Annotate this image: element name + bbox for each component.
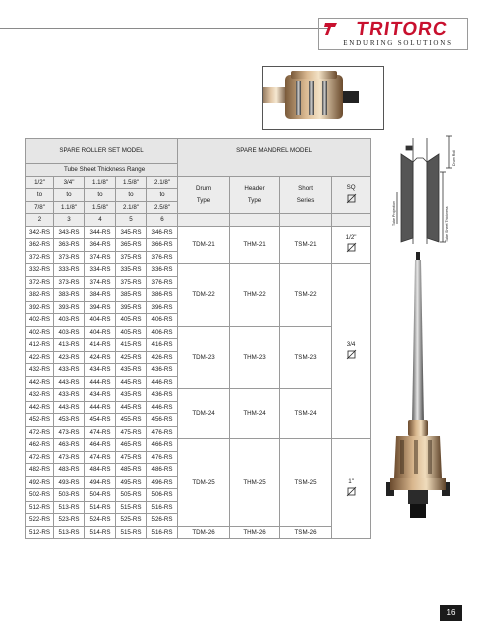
roller-set-model-cell: 384-RS <box>85 289 116 302</box>
roller-set-model-cell: 434-RS <box>85 389 116 402</box>
drum-type-cell: TDM-26 <box>178 526 230 539</box>
thickness-to: 2.5/8" <box>147 201 178 214</box>
roller-set-model-cell: 342-RS <box>26 226 54 239</box>
roller-set-model-cell: 522-RS <box>26 514 54 527</box>
roller-set-model-cell: 346-RS <box>147 226 178 239</box>
roller-set-model-cell: 463-RS <box>54 439 85 452</box>
roller-set-model-cell: 473-RS <box>54 426 85 439</box>
roller-set-model-cell: 513-RS <box>54 501 85 514</box>
roller-set-model-cell: 332-RS <box>26 264 54 277</box>
roller-set-model-cell: 366-RS <box>147 239 178 252</box>
roller-set-model-cell: 375-RS <box>116 276 147 289</box>
header-type-cell: THM-21 <box>230 226 280 264</box>
square-drive-size: 1" <box>348 478 354 485</box>
roller-set-model-cell: 385-RS <box>116 289 147 302</box>
header-type-cell: THM-25 <box>230 439 280 527</box>
roller-set-model-cell: 433-RS <box>54 389 85 402</box>
short-series-cell: TSM-26 <box>280 526 332 539</box>
thickness-from: 2.1/8" <box>147 176 178 189</box>
spare-parts-table <box>25 138 371 539</box>
roller-set-model-cell: 396-RS <box>147 301 178 314</box>
roller-set-model-cell: 473-RS <box>54 451 85 464</box>
drum-roll-label: Drum Roll <box>452 150 456 166</box>
roller-set-model-cell: 376-RS <box>147 251 178 264</box>
roller-set-model-cell: 376-RS <box>147 276 178 289</box>
to-label: to <box>147 189 178 202</box>
roller-set-model-cell: 496-RS <box>147 476 178 489</box>
roller-set-model-cell: 495-RS <box>116 476 147 489</box>
roller-set-model-cell: 506-RS <box>147 489 178 502</box>
roller-set-model-cell: 444-RS <box>85 376 116 389</box>
thickness-from: 3/4" <box>54 176 85 189</box>
roller-set-model-cell: 454-RS <box>85 414 116 427</box>
short-label-line1: Short <box>298 184 313 192</box>
roller-set-model-cell: 436-RS <box>147 389 178 402</box>
roller-set-header: SPARE ROLLER SET MODEL <box>26 139 178 164</box>
brand-tagline: ENDURING SOLUTIONS <box>343 39 453 47</box>
roller-set-model-cell: 483-RS <box>54 464 85 477</box>
header-label-line1: Header <box>244 184 265 192</box>
thickness-to: 7/8" <box>26 201 54 214</box>
roller-set-model-cell: 474-RS <box>85 426 116 439</box>
roller-set-model-cell: 472-RS <box>26 426 54 439</box>
roller-set-model-cell: 373-RS <box>54 251 85 264</box>
roller-set-model-cell: 382-RS <box>26 289 54 302</box>
short-series-cell: TSM-24 <box>280 389 332 439</box>
table-row <box>26 526 371 539</box>
thickness-from: 1.5/8" <box>116 176 147 189</box>
roller-set-model-cell: 516-RS <box>147 526 178 539</box>
roller-set-model-cell: 452-RS <box>26 414 54 427</box>
table-row <box>26 226 371 239</box>
roller-set-model-cell: 405-RS <box>116 326 147 339</box>
roller-set-model-cell: 423-RS <box>54 351 85 364</box>
roller-set-model-cell: 514-RS <box>85 526 116 539</box>
roller-set-model-cell: 474-RS <box>85 451 116 464</box>
roller-set-model-cell: 436-RS <box>147 364 178 377</box>
roller-set-model-cell: 514-RS <box>85 501 116 514</box>
roller-set-model-cell: 435-RS <box>116 364 147 377</box>
roller-set-model-cell: 466-RS <box>147 439 178 452</box>
header-type-cell: THM-26 <box>230 526 280 539</box>
sq-header <box>332 176 371 214</box>
roller-set-model-cell: 525-RS <box>116 514 147 527</box>
short-series-header <box>280 176 332 214</box>
roller-set-model-cell: 426-RS <box>147 351 178 364</box>
drum-label-line2: Type <box>196 196 211 204</box>
roller-set-model-cell: 475-RS <box>116 451 147 464</box>
roller-set-model-cell: 383-RS <box>54 289 85 302</box>
to-label: to <box>85 189 116 202</box>
roller-set-model-cell: 415-RS <box>116 339 147 352</box>
roller-set-model-cell: 404-RS <box>85 326 116 339</box>
roller-set-model-cell: 425-RS <box>116 351 147 364</box>
column-number: 3 <box>54 214 85 227</box>
blank-header-cell <box>230 214 280 227</box>
roller-set-model-cell: 445-RS <box>116 376 147 389</box>
roller-set-model-cell: 416-RS <box>147 339 178 352</box>
header-type-header <box>230 176 280 214</box>
to-label: to <box>54 189 85 202</box>
roller-set-model-cell: 493-RS <box>54 476 85 489</box>
drum-type-cell: TDM-24 <box>178 389 230 439</box>
roller-set-model-cell: 435-RS <box>116 389 147 402</box>
to-label: to <box>26 189 54 202</box>
roller-set-model-cell: 442-RS <box>26 376 54 389</box>
column-number: 6 <box>147 214 178 227</box>
roller-set-model-cell: 445-RS <box>116 401 147 414</box>
roller-set-model-cell: 526-RS <box>147 514 178 527</box>
square-drive-icon <box>347 350 356 359</box>
roller-set-model-cell: 434-RS <box>85 364 116 377</box>
roller-set-model-cell: 476-RS <box>147 451 178 464</box>
roller-set-model-cell: 503-RS <box>54 489 85 502</box>
roller-set-model-cell: 345-RS <box>116 226 147 239</box>
roller-set-model-cell: 406-RS <box>147 314 178 327</box>
blank-header-cell <box>332 214 371 227</box>
roller-set-model-cell: 482-RS <box>26 464 54 477</box>
roller-set-model-cell: 343-RS <box>54 226 85 239</box>
short-series-cell: TSM-21 <box>280 226 332 264</box>
roller-set-model-cell: 374-RS <box>85 251 116 264</box>
short-series-cell: TSM-25 <box>280 439 332 527</box>
roller-set-model-cell: 505-RS <box>116 489 147 502</box>
roller-set-model-cell: 365-RS <box>116 239 147 252</box>
square-drive-cell <box>332 264 371 439</box>
roller-set-model-cell: 515-RS <box>116 501 147 514</box>
roller-set-model-cell: 476-RS <box>147 426 178 439</box>
roller-set-model-cell: 372-RS <box>26 251 54 264</box>
to-label: to <box>116 189 147 202</box>
roller-set-model-cell: 395-RS <box>116 301 147 314</box>
tube-expander-mandrel-image <box>380 250 460 525</box>
brand-logo-icon <box>324 22 338 36</box>
roller-set-model-cell: 523-RS <box>54 514 85 527</box>
column-number: 5 <box>116 214 147 227</box>
roller-set-model-cell: 453-RS <box>54 414 85 427</box>
square-drive-icon <box>347 243 356 252</box>
drum-type-header <box>178 176 230 214</box>
roller-set-model-cell: 394-RS <box>85 301 116 314</box>
roller-set-model-cell: 512-RS <box>26 501 54 514</box>
thickness-from: 1/2" <box>26 176 54 189</box>
header-rule <box>0 28 330 29</box>
roller-set-model-cell: 516-RS <box>147 501 178 514</box>
roller-set-model-cell: 404-RS <box>85 314 116 327</box>
mandrel-header: SPARE MANDREL MODEL <box>178 139 371 177</box>
roller-set-model-cell: 502-RS <box>26 489 54 502</box>
column-number: 4 <box>85 214 116 227</box>
short-series-cell: TSM-23 <box>280 326 332 389</box>
roller-set-model-cell: 504-RS <box>85 489 116 502</box>
roller-set-model-cell: 512-RS <box>26 526 54 539</box>
roller-set-model-cell: 455-RS <box>116 414 147 427</box>
header-type-cell: THM-24 <box>230 389 280 439</box>
drum-type-cell: TDM-21 <box>178 226 230 264</box>
roller-set-model-cell: 392-RS <box>26 301 54 314</box>
roller-set-model-cell: 374-RS <box>85 276 116 289</box>
roller-set-model-cell: 372-RS <box>26 276 54 289</box>
square-drive-icon <box>347 487 356 496</box>
roller-set-model-cell: 413-RS <box>54 339 85 352</box>
short-label-line2: Series <box>296 196 315 204</box>
roller-head-photo <box>262 66 384 130</box>
header-type-cell: THM-22 <box>230 264 280 327</box>
page-number: 16 <box>440 605 462 621</box>
roller-set-model-cell: 422-RS <box>26 351 54 364</box>
roller-set-model-cell: 443-RS <box>54 376 85 389</box>
roller-set-model-cell: 443-RS <box>54 401 85 414</box>
thickness-to: 2.1/8" <box>116 201 147 214</box>
roller-set-model-cell: 414-RS <box>85 339 116 352</box>
roller-set-model-cell: 412-RS <box>26 339 54 352</box>
table-row <box>26 326 371 339</box>
roller-set-model-cell: 446-RS <box>147 401 178 414</box>
roller-set-model-cell: 446-RS <box>147 376 178 389</box>
roller-set-model-cell: 386-RS <box>147 289 178 302</box>
roller-set-model-cell: 464-RS <box>85 439 116 452</box>
header-label-line2: Type <box>247 196 262 204</box>
square-drive-size: 3/4 <box>346 340 356 348</box>
roller-set-model-cell: 333-RS <box>54 264 85 277</box>
roller-set-model-cell: 485-RS <box>116 464 147 477</box>
roller-set-model-cell: 486-RS <box>147 464 178 477</box>
roller-set-model-cell: 344-RS <box>85 226 116 239</box>
roller-set-model-cell: 375-RS <box>116 251 147 264</box>
diagram-drawing <box>397 136 452 244</box>
roller-set-model-cell: 405-RS <box>116 314 147 327</box>
thickness-from: 1.1/8" <box>85 176 116 189</box>
column-number: 2 <box>26 214 54 227</box>
roller-set-model-cell: 492-RS <box>26 476 54 489</box>
drum-type-cell: TDM-22 <box>178 264 230 327</box>
roller-set-model-cell: 472-RS <box>26 451 54 464</box>
roller-set-model-cell: 335-RS <box>116 264 147 277</box>
sq-label: SQ <box>346 183 356 191</box>
roller-set-model-cell: 403-RS <box>54 314 85 327</box>
roller-set-model-cell: 363-RS <box>54 239 85 252</box>
roller-set-model-cell: 475-RS <box>116 426 147 439</box>
table-row <box>26 264 371 277</box>
roller-set-model-cell: 462-RS <box>26 439 54 452</box>
roller-set-model-cell: 484-RS <box>85 464 116 477</box>
roller-set-model-cell: 465-RS <box>116 439 147 452</box>
roller-set-model-cell: 456-RS <box>147 414 178 427</box>
thickness-to: 1.5/8" <box>85 201 116 214</box>
roller-set-model-cell: 364-RS <box>85 239 116 252</box>
mandrel-drawing <box>386 252 450 518</box>
blank-header-cell <box>178 214 230 227</box>
table-row <box>26 389 371 402</box>
roller-set-model-cell: 432-RS <box>26 389 54 402</box>
roller-set-model-cell: 406-RS <box>147 326 178 339</box>
square-drive-cell <box>332 439 371 539</box>
header-type-cell: THM-23 <box>230 326 280 389</box>
roller-set-model-cell: 393-RS <box>54 301 85 314</box>
roller-set-model-cell: 444-RS <box>85 401 116 414</box>
roller-set-model-cell: 373-RS <box>54 276 85 289</box>
roller-set-model-cell: 424-RS <box>85 351 116 364</box>
roller-set-model-cell: 494-RS <box>85 476 116 489</box>
roller-set-model-cell: 442-RS <box>26 401 54 414</box>
square-drive-icon <box>347 194 356 203</box>
tube-sheet-diagram <box>393 132 475 250</box>
short-series-cell: TSM-22 <box>280 264 332 327</box>
thickness-to: 1.1/8" <box>54 201 85 214</box>
roller-set-model-cell: 513-RS <box>54 526 85 539</box>
roller-set-model-cell: 433-RS <box>54 364 85 377</box>
drum-type-cell: TDM-25 <box>178 439 230 527</box>
roller-set-model-cell: 362-RS <box>26 239 54 252</box>
roller-set-model-cell: 403-RS <box>54 326 85 339</box>
roller-set-model-cell: 334-RS <box>85 264 116 277</box>
roller-head-image <box>263 67 383 129</box>
tube-sheet-thickness-label: Tube Sheet Thickness <box>445 206 449 242</box>
roller-set-model-cell: 402-RS <box>26 326 54 339</box>
roller-set-model-cell: 524-RS <box>85 514 116 527</box>
drum-label-line1: Drum <box>195 184 212 192</box>
blank-header-cell <box>280 214 332 227</box>
tube-projection-label: Tube Projection <box>392 200 396 226</box>
square-drive-size: 1/2" <box>345 234 357 242</box>
square-drive-cell <box>332 226 371 264</box>
roller-set-model-cell: 515-RS <box>116 526 147 539</box>
roller-set-model-cell: 402-RS <box>26 314 54 327</box>
brand-name: TRITORC <box>355 19 450 40</box>
drum-type-cell: TDM-23 <box>178 326 230 389</box>
thickness-range-header: Tube Sheet Thickness Range <box>26 164 178 177</box>
roller-set-model-cell: 336-RS <box>147 264 178 277</box>
roller-set-model-cell: 432-RS <box>26 364 54 377</box>
table-row <box>26 439 371 452</box>
